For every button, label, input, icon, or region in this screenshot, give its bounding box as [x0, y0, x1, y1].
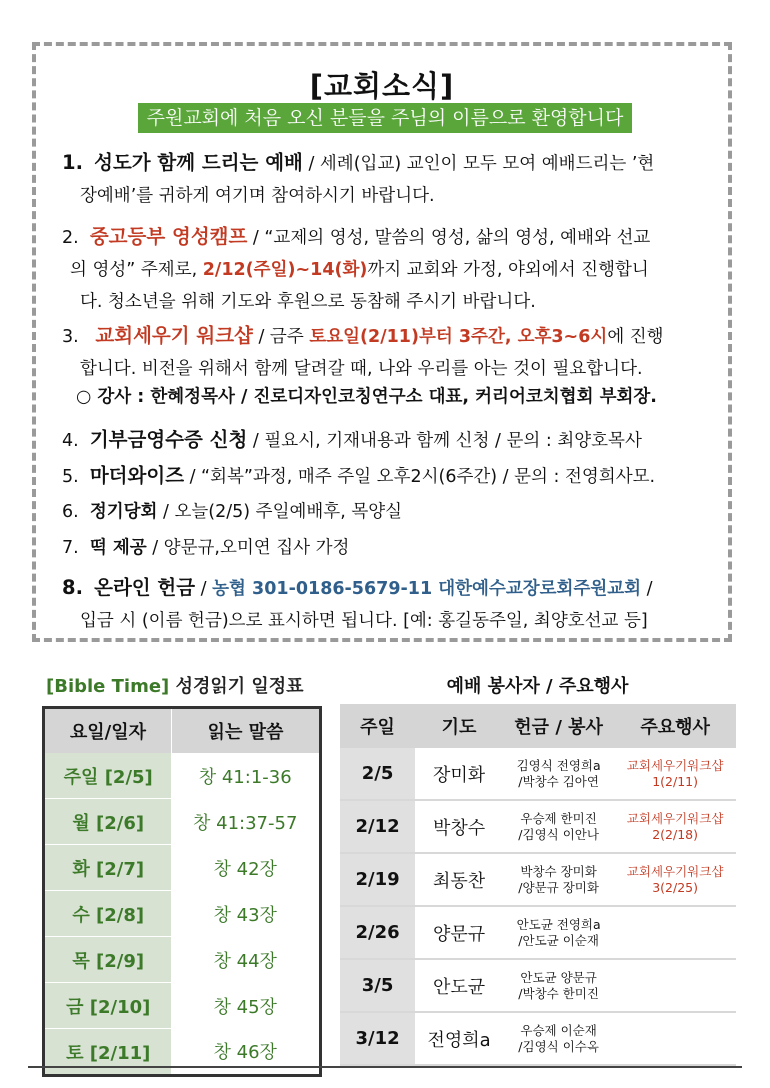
news-item-7: 7. 떡 제공 / 양문규,오미연 집사 가정	[62, 538, 350, 558]
item-heading: 떡 제공	[89, 538, 147, 558]
bible-schedule-table	[42, 706, 322, 1077]
news-item-3: 3. 교회세우기 워크샵 / 금주 토요일(2/11)부터 3주간, 오후3~6시에 진행 합니다. 비전을 위해서 함께 달려갈 때, 나와 우리를 아는 것이 필요합니다.	[62, 324, 664, 379]
column-header: 기도	[415, 704, 503, 748]
table-row: 목 [2/9] 창 44장	[44, 937, 321, 983]
welcome-banner: 주원교회에 처음 오신 분들을 주님의 이름으로 환영합니다	[138, 103, 632, 133]
item-heading: 기부금영수증 신청	[89, 428, 248, 451]
table-row: 3/5 안도균 안도균 양문규 /박창수 한미진	[340, 959, 736, 1012]
service-table	[340, 704, 736, 1066]
item-heading: 성도가 함께 드리는 예배	[94, 151, 303, 174]
column-header: 읽는 말씀	[171, 708, 320, 754]
table-row: 3/12 전영희a 우승제 이순재 /김영식 이수옥	[340, 1012, 736, 1065]
item-heading: 중고등부 영성캠프	[89, 225, 248, 248]
column-header: 주요행사	[614, 704, 736, 748]
column-header: 주일	[340, 704, 415, 748]
news-item-4: 4. 기부금영수증 신청 / 필요시, 기재내용과 함께 신청 / 문의 : 최양호목사	[62, 428, 642, 451]
table-row: 금 [2/10] 창 45장	[44, 983, 321, 1029]
news-item-8: 8. 온라인 헌금 / 농협 301-0186-5679-11 대한예수교장로회주원교회 / 입금 시 (이름 헌금)으로 표시하면 됩니다. [예: 홍길동주일, 최양호선교 등]	[62, 576, 653, 631]
table-row: 주일 [2/5] 창 41:1-36	[44, 753, 321, 799]
lecturer-info: ○ 강사 : 한혜정목사 / 진로디자인코칭연구소 대표, 커리어코치협회 부회장.	[76, 387, 657, 407]
table-row: 토 [2/11] 창 46장	[44, 1029, 321, 1076]
news-item-5: 5. 마더와이즈 / “회복”과정, 매주 주일 오후2시(6주간) / 문의 : 전영희사모.	[62, 464, 656, 487]
table-row: 2/26 양문규 안도균 전영희a /안도균 이순재	[340, 906, 736, 959]
page-divider	[28, 1066, 742, 1068]
news-item-1: 1. 성도가 함께 드리는 예배 / 세례(입교) 교인이 모두 모여 예배드리는 ’현 장예배’를 귀하게 여기며 참여하시기 바랍니다.	[62, 151, 655, 206]
item-heading: 마더와이즈	[89, 464, 185, 487]
bank-account: 농협 301-0186-5679-11 대한예수교장로회주원교회	[212, 579, 642, 599]
news-item-6: 6. 정기당회 / 오늘(2/5) 주일예배후, 목양실	[62, 502, 403, 522]
news-title: [교회소식]	[309, 69, 455, 103]
item-heading: 온라인 헌금	[94, 576, 196, 599]
column-header: 요일/일자	[44, 708, 172, 754]
news-item-2: 2. 중고등부 영성캠프 / “교제의 영성, 말씀의 영성, 삶의 영성, 예배와 선교 의 영성” 주제로, 2/12(주일)~14(화)까지 교회와 가정, 야외에서 진행합니 다. 청소년을 위해 기도와 후원으로 동참해 주시기 바랍니다.	[62, 225, 651, 312]
table-row: 화 [2/7] 창 42장	[44, 845, 321, 891]
bible-schedule-title: [Bible Time] 성경읽기 일정표	[46, 676, 304, 697]
item-heading: 교회세우기 워크샵	[95, 324, 253, 347]
workshop-time: 토요일(2/11)부터 3주간, 오후3~6시	[309, 327, 608, 347]
table-row: 2/5 장미화 김영식 전영희a /박창수 김아연 교회세우기워크샵 1(2/11)	[340, 748, 736, 800]
camp-date: 2/12(주일)~14(화)	[202, 260, 368, 280]
table-row: 수 [2/8] 창 43장	[44, 891, 321, 937]
column-header: 헌금 / 봉사	[503, 704, 614, 748]
item-heading: 정기당회	[89, 502, 158, 522]
service-title: 예배 봉사자 / 주요행사	[446, 676, 629, 697]
table-row: 2/12 박창수 우승제 한미진 /김영식 이안나 교회세우기워크샵 2(2/18)	[340, 800, 736, 853]
table-row: 월 [2/6] 창 41:37-57	[44, 799, 321, 845]
church-news-box	[32, 42, 732, 642]
table-row: 2/19 최동찬 박창수 장미화 /양문규 장미화 교회세우기워크샵 3(2/25)	[340, 853, 736, 906]
